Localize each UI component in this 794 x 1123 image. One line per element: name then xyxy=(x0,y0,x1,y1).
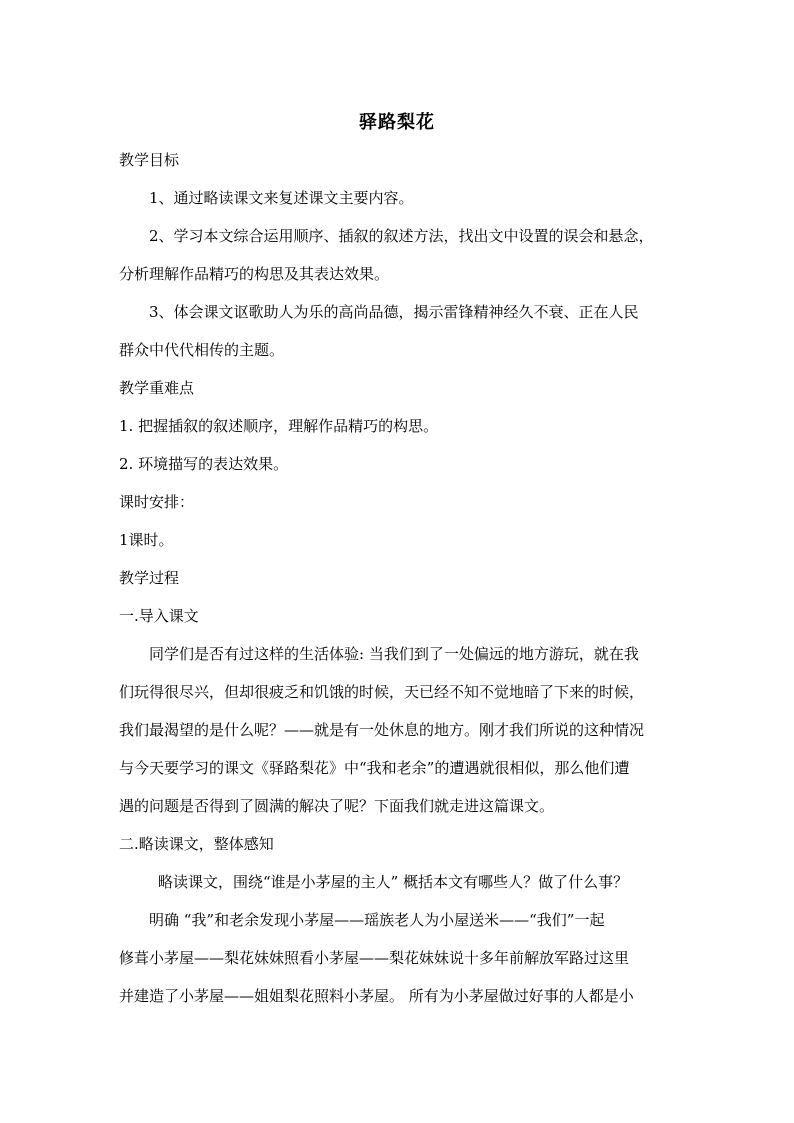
answer-line-3: 并建造了小茅屋——姐姐梨花照料小茅屋。 所有为小茅屋做过好事的人都是小 xyxy=(119,987,634,1005)
goal-2: 2、学习本文综合运用顺序、插叙的叙述方法，找出文中设置的误会和悬念， xyxy=(149,227,654,245)
goal-1: 1、通过略读课文来复述课文主要内容。 xyxy=(149,189,414,207)
answer-line-2: 修葺小茅屋——梨花妹妹照看小茅屋——梨花妹妹说十多年前解放军路过这里 xyxy=(119,949,630,967)
key-point-2: 2. 环境描写的表达效果。 xyxy=(119,455,289,473)
section-2-heading: 二.略读课文，整体感知 xyxy=(119,835,274,853)
intro-paragraph-line-4: 与今天要学习的课文《驿路梨花》中“我和老余”的遭遇就很相似，那么他们遭 xyxy=(119,759,630,777)
heading-key-points: 教学重难点 xyxy=(119,379,195,397)
schedule-value: 1课时。 xyxy=(119,531,174,549)
intro-paragraph-line-5: 遇的问题是否得到了圆满的解决了呢？下面我们就走进这篇课文。 xyxy=(119,797,555,815)
skim-task: 略读课文，围绕“谁是小茅屋的主人” 概括本文有哪些人？做了什么事？ xyxy=(158,873,629,891)
goal-2-cont: 分析理解作品精巧的构思及其表达效果。 xyxy=(119,265,390,283)
intro-paragraph-line-1: 同学们是否有过这样的生活体验: 当我们到了一处偏远的地方游玩，就在我 xyxy=(149,645,639,663)
intro-paragraph-line-3: 我们最渴望的是什么呢？——就是有一处休息的地方。刚才我们所说的这种情况 xyxy=(119,721,645,739)
goal-3-cont: 群众中代代相传的主题。 xyxy=(119,341,285,359)
section-1-heading: 一.导入课文 xyxy=(119,607,199,625)
intro-paragraph-line-2: 们玩得很尽兴，但却很疲乏和饥饿的时候，天已经不知不觉地暗了下来的时候， xyxy=(119,683,645,701)
key-point-1: 1. 把握插叙的叙述顺序，理解作品精巧的构思。 xyxy=(119,417,439,435)
answer-line-1: 明确 “我”和老余发现小茅屋——瑶族老人为小屋送米——“我们”一起 xyxy=(149,911,605,929)
document-title: 驿路梨花 xyxy=(359,112,435,133)
heading-process: 教学过程 xyxy=(119,569,180,587)
heading-schedule: 课时安排： xyxy=(119,493,195,511)
goal-3: 3、体会课文讴歌助人为乐的高尚品德，揭示雷锋精神经久不衰、正在人民 xyxy=(149,303,639,321)
heading-teaching-goals: 教学目标 xyxy=(119,151,180,169)
